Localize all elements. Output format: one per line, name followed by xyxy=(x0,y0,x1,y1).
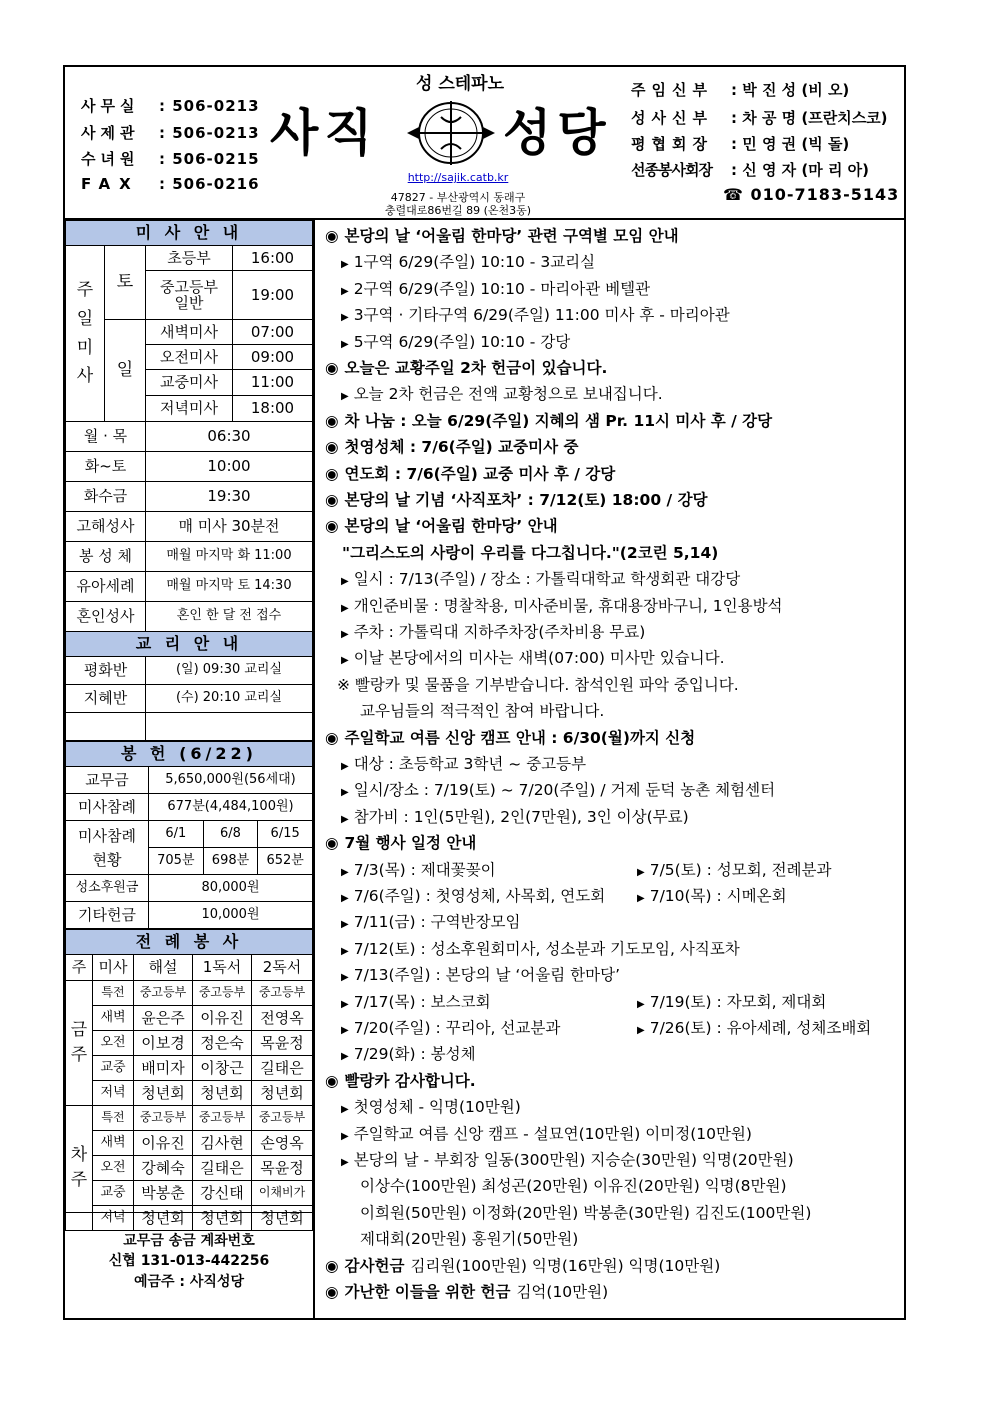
liturgy-mass: 특전 xyxy=(93,981,134,1006)
bullet-circle-icon: ◉ xyxy=(325,1071,339,1090)
notice-item-text: 7/6(주일) : 첫영성체, 사목회, 연도회 xyxy=(353,887,606,905)
notice-text: 이상수(100만원) 최성곤(20만원) 이유진(20만원) 익명(8만원) xyxy=(360,1177,787,1196)
bullet-circle-icon: ◉ xyxy=(325,411,339,430)
notice-item xyxy=(315,645,930,671)
office-phone-3: 수녀원 : 506-0215 xyxy=(81,150,260,168)
liturgy-reader-2: 손영옥 xyxy=(252,1131,313,1156)
liturgy-commentator: 중고등부 xyxy=(134,1106,193,1131)
liturgy-mass: 교중 xyxy=(93,1181,134,1206)
notice-item-text: 일시 : 7/13(주일) / 장소 : 가톨릭대학교 학생회관 대강당 xyxy=(353,570,741,589)
notice-heading xyxy=(315,408,914,434)
liturgy-reader-2: 이채비가 xyxy=(252,1181,313,1206)
office-phone-2: 사제관 : 506-0213 xyxy=(81,124,260,142)
arrow-right-icon: ▶ xyxy=(341,1025,349,1036)
notice-item-text: 일시/장소 : 7/19(토) ~ 7/20(주일) / 거제 둔덕 농촌 체험센터 xyxy=(353,781,776,800)
empty-cell xyxy=(146,713,313,741)
notice-item xyxy=(315,777,930,803)
arrow-right-icon: ▶ xyxy=(341,761,349,772)
notice-heading-detail: 김억(10만원) xyxy=(516,1283,609,1301)
notice-item-text: 7/3(목) : 제대꽃꽂이 xyxy=(353,860,496,879)
notice-heading xyxy=(315,434,914,460)
notice-item-text: 이날 본당에서의 미사는 새벽(07:00) 미사만 있습니다. xyxy=(353,649,725,668)
liturgy-mass: 저녁 xyxy=(93,1206,134,1231)
liturgy-reader-2: 중고등부 xyxy=(252,981,313,1006)
notice-item-second xyxy=(637,857,831,886)
notice-item-text: 7/10(목) : 시메온회 xyxy=(649,887,787,905)
liturgy-reader-2: 청년회 xyxy=(252,1081,313,1106)
liturgy-mass: 교중 xyxy=(93,1056,134,1081)
weekday-time: 10:00 xyxy=(146,452,313,482)
notice-item xyxy=(315,1015,930,1041)
arrow-right-icon: ▶ xyxy=(341,655,349,667)
notice-item-text: 7/17(목) : 보스코회 xyxy=(353,992,491,1011)
notice-text: 제대회(20만원) 홍원기(50만원) xyxy=(360,1230,579,1249)
notice-heading-text: 첫영성체 : 7/6(주일) 교중미사 중 xyxy=(344,438,579,457)
arrow-right-icon: ▶ xyxy=(341,998,349,1010)
mass-time: 09:00 xyxy=(233,345,313,370)
notice-item-text: 7/11(금) : 구역반장모임 xyxy=(353,913,521,932)
attendance-count: 698분 xyxy=(203,848,258,875)
offering-table xyxy=(65,741,313,929)
liturgy-reader-1: 이유진 xyxy=(193,1006,252,1031)
arrow-right-icon: ▶ xyxy=(341,312,349,324)
notice-heading xyxy=(315,1253,914,1279)
left-column xyxy=(65,220,315,1318)
mass-name: 중고등부 일반 xyxy=(146,271,233,320)
arrow-right-icon: ▶ xyxy=(341,787,349,799)
weekday-time: 19:30 xyxy=(146,482,313,512)
bullet-circle-icon: ◉ xyxy=(325,227,339,245)
offering-name: 기타헌금 xyxy=(66,902,149,929)
bullet-circle-icon: ◉ xyxy=(325,834,339,853)
staff-pastor: 주임신부 : 박 진 성 (비 오) xyxy=(631,81,850,99)
notice-text: 이희원(50만원) 이정화(20만원) 박봉춘(30만원) 김진도(100만원) xyxy=(360,1203,812,1222)
liturgy-reader-1: 길태은 xyxy=(193,1156,252,1181)
notice-item xyxy=(315,1041,930,1067)
staff-funeral-president: 선종봉사회장 : 신 영 자 (마 리 아) xyxy=(631,161,869,179)
liturgy-commentator: 중고등부 xyxy=(134,981,193,1006)
notice-heading xyxy=(315,487,914,513)
notice-heading-text: 가난한 이들을 위한 헌금 xyxy=(344,1283,511,1301)
notice-heading xyxy=(315,725,914,751)
doctrine-class: 지혜반 xyxy=(66,685,146,713)
account-number: 신협 131-013-442256 xyxy=(108,1253,270,1270)
mass-section-title: 미 사 안 내 xyxy=(66,221,313,246)
arrow-right-icon: ▶ xyxy=(637,893,645,904)
notice-item-text: 7/5(토) : 성모회, 전례분과 xyxy=(649,860,832,879)
notice-item-text: 주일학교 여름 신앙 캠프 - 설묘연(10만원) 이미정(10만원) xyxy=(353,1124,752,1143)
attendance-date: 6/15 xyxy=(258,821,313,848)
contact-phone: ☎ 010-7183-5143 xyxy=(723,185,900,204)
bullet-circle-icon: ◉ xyxy=(325,728,339,747)
notice-item xyxy=(315,1147,930,1173)
notice-item-text: 7/29(화) : 봉성체 xyxy=(353,1045,476,1064)
parish-name-left: 사직 xyxy=(270,104,379,162)
liturgy-header: 1독서 xyxy=(193,955,252,981)
notice-item-text: 대상 : 초등학교 3학년 ~ 중고등부 xyxy=(353,755,587,773)
weekday-name: 혼인성사 xyxy=(66,602,146,632)
address-line-1: 47827 - 부산광역시 동래구 xyxy=(390,191,526,204)
sunday-mass-label: 주 일 미 사 xyxy=(66,246,105,422)
notice-item xyxy=(315,1094,930,1120)
notice-item-second xyxy=(637,989,826,1018)
notice-heading-text: 연도회 : 7/6(주일) 교중 미사 후 / 강당 xyxy=(344,464,616,483)
doctrine-time: (수) 20:10 교리실 xyxy=(146,685,313,713)
mass-name: 새벽미사 xyxy=(146,320,233,345)
weekday-time: 06:30 xyxy=(146,422,313,452)
bullet-circle-icon: ◉ xyxy=(325,438,339,457)
arrow-right-icon: ▶ xyxy=(341,972,349,984)
notice-heading-text: 차 나눔 : 오늘 6/29(주일) 지혜의 샘 Pr. 11시 미사 후 / 강당 xyxy=(344,411,773,430)
weekday-name: 봉 성 체 xyxy=(66,542,146,572)
offering-value: 80,000원 xyxy=(149,875,313,902)
liturgy-reader-1: 청년회 xyxy=(193,1081,252,1106)
offering-name: 교무금 xyxy=(66,767,149,794)
notice-item-second xyxy=(637,1015,871,1044)
liturgy-header: 해설 xyxy=(134,955,193,981)
liturgy-reader-1: 청년회 xyxy=(193,1206,252,1231)
weekday-time: 매 미사 30분전 xyxy=(146,512,313,542)
notice-item xyxy=(315,1121,930,1147)
parish-logo-icon xyxy=(405,97,497,169)
notice-item xyxy=(315,936,930,962)
arrow-right-icon: ▶ xyxy=(341,945,349,957)
attendance-count: 705분 xyxy=(149,848,204,875)
notice-item-text: 7/13(주일) : 본당의 날 ‘어울림 한마당’ xyxy=(353,966,620,985)
address-line-2: 충렬대로86번길 89 (온천3동) xyxy=(384,204,532,217)
notice-heading-text: 본당의 날 ‘어울림 한마당’ 안내 xyxy=(344,517,558,536)
offering-value: 677분(4,484,100원) xyxy=(149,794,313,821)
notice-item xyxy=(315,989,930,1015)
mass-time: 19:00 xyxy=(233,271,313,320)
notice-text: ※ 빨랑카 및 물품을 기부받습니다. 참석인원 파악 중입니다. xyxy=(337,675,739,694)
liturgy-reader-2: 청년회 xyxy=(252,1206,313,1231)
notice-heading xyxy=(315,1068,914,1094)
notice-item xyxy=(315,804,930,830)
liturgy-reader-1: 김사현 xyxy=(193,1131,252,1156)
notice-item-text: 첫영성체 - 익명(10만원) xyxy=(353,1098,521,1117)
header xyxy=(65,67,904,220)
liturgy-reader-2: 전영옥 xyxy=(252,1006,313,1031)
mass-time: 07:00 xyxy=(233,320,313,345)
arrow-right-icon: ▶ xyxy=(341,602,349,614)
notice-heading-text: 오늘은 교황주일 2차 헌금이 있습니다. xyxy=(344,359,608,377)
sunday-label: 일 xyxy=(105,320,146,422)
arrow-right-icon: ▶ xyxy=(341,866,349,878)
notice-item-text: 개인준비물 : 명찰착용, 미사준비물, 휴대용장바구니, 1인용방석 xyxy=(353,596,783,615)
account-holder: 예금주 : 사직성당 xyxy=(133,1273,244,1290)
notice-item xyxy=(315,249,930,275)
offering-section-title: 봉 헌 (6/22) xyxy=(66,742,313,767)
notice-item-second xyxy=(637,883,787,912)
bullet-circle-icon: ◉ xyxy=(325,1283,339,1301)
notice-quote: "그리스도의 사랑이 우리를 다그칩니다."(2코린 5,14) xyxy=(342,543,719,562)
liturgy-header: 미사 xyxy=(93,955,134,981)
notice-item xyxy=(315,593,930,619)
next-week-label: 차 주 xyxy=(66,1106,93,1231)
liturgy-mass: 새벽 xyxy=(93,1131,134,1156)
liturgy-mass: 오전 xyxy=(93,1031,134,1056)
notice-item xyxy=(315,619,930,645)
notice-item xyxy=(315,276,930,302)
liturgy-reader-2: 목윤정 xyxy=(252,1031,313,1056)
notice-heading-text: 본당의 날 ‘어울림 한마당’ 관련 구역별 모임 안내 xyxy=(344,227,679,245)
attendance-label: 미사참례 현황 xyxy=(66,821,149,875)
notice-heading xyxy=(315,1279,914,1305)
arrow-right-icon: ▶ xyxy=(341,338,349,350)
notice-heading xyxy=(315,830,914,856)
mass-name: 교중미사 xyxy=(146,370,233,396)
weekday-name: 화수금 xyxy=(66,482,146,512)
arrow-right-icon: ▶ xyxy=(637,1025,645,1036)
notice-item-text: 참가비 : 1인(5만원), 2인(7만원), 3인 이상(무료) xyxy=(353,807,689,826)
notice-item-text: 7/20(주일) : 꾸리아, 선교분과 xyxy=(353,1019,561,1037)
notice-item xyxy=(315,381,930,407)
liturgy-reader-1: 중고등부 xyxy=(193,981,252,1006)
liturgy-commentator: 이유진 xyxy=(134,1131,193,1156)
office-phone-1: 사무실 : 506-0213 xyxy=(81,97,260,115)
account-title: 교무금 송금 계좌번호 xyxy=(123,1233,255,1249)
liturgy-header: 주 xyxy=(66,955,93,981)
notice-heading-text: 감사헌금 xyxy=(344,1256,405,1275)
liturgy-commentator: 윤은주 xyxy=(134,1006,193,1031)
empty-cell xyxy=(66,713,146,741)
arrow-right-icon: ▶ xyxy=(341,893,349,904)
liturgy-mass: 새벽 xyxy=(93,1006,134,1031)
notice-item-text: 2구역 6/29(주일) 10:10 - 마리아관 베텔관 xyxy=(353,279,651,298)
donation-account xyxy=(65,1212,313,1318)
notice-item-text: 3구역 · 기타구역 6/29(주일) 11:00 미사 후 - 마리아관 xyxy=(353,306,730,325)
liturgy-reader-2: 목윤정 xyxy=(252,1156,313,1181)
notice-item-text: 7/26(토) : 유아세례, 성체조배회 xyxy=(649,1019,872,1037)
liturgy-reader-2: 길태은 xyxy=(252,1056,313,1081)
weekday-time: 매월 마지막 토 14:30 xyxy=(146,572,313,602)
arrow-right-icon: ▶ xyxy=(341,285,349,297)
offering-name: 성소후원금 xyxy=(66,875,149,902)
attendance-date: 6/1 xyxy=(149,821,204,848)
liturgy-reader-1: 중고등부 xyxy=(193,1106,252,1131)
arrow-right-icon: ▶ xyxy=(341,1051,349,1063)
doctrine-section-title: 교 리 안 내 xyxy=(66,632,313,657)
bulletin-page xyxy=(63,65,906,1320)
weekday-time: 혼인 한 달 전 접수 xyxy=(146,602,313,632)
attendance-count: 652분 xyxy=(258,848,313,875)
bullet-circle-icon: ◉ xyxy=(325,491,339,509)
liturgy-mass: 오전 xyxy=(93,1156,134,1181)
bullet-circle-icon: ◉ xyxy=(325,464,339,483)
offering-name: 미사참례 xyxy=(66,794,149,821)
mass-name: 초등부 xyxy=(146,246,233,271)
notice-heading-text: 7월 행사 일정 안내 xyxy=(344,834,477,853)
notice-item-text: 주차 : 가톨릭대 지하주차장(주차비용 무료) xyxy=(353,623,646,641)
notice-heading xyxy=(315,355,914,381)
bullet-circle-icon: ◉ xyxy=(325,517,339,536)
notice-item xyxy=(315,329,930,355)
liturgy-reader-2: 중고등부 xyxy=(252,1106,313,1131)
arrow-right-icon: ▶ xyxy=(341,1157,349,1168)
notice-item xyxy=(315,883,930,909)
liturgy-commentator: 배미자 xyxy=(134,1056,193,1081)
weekday-name: 유아세례 xyxy=(66,572,146,602)
notice-heading xyxy=(315,461,914,487)
notice-heading-text: 주일학교 여름 신앙 캠프 안내 : 6/30(월)까지 신청 xyxy=(344,728,696,747)
offering-value: 10,000원 xyxy=(149,902,313,929)
mass-time: 11:00 xyxy=(233,370,313,396)
weekday-name: 고해성사 xyxy=(66,512,146,542)
notice-text: 교우님들의 적극적인 참여 바랍니다. xyxy=(360,702,605,721)
notice-item xyxy=(315,566,930,592)
staff-council-president: 평협회장 : 민 영 권 (빅 돌) xyxy=(631,135,850,153)
arrow-right-icon: ▶ xyxy=(341,919,349,931)
notice-heading xyxy=(315,223,914,249)
arrow-right-icon: ▶ xyxy=(341,391,349,403)
doctrine-class: 평화반 xyxy=(66,657,146,685)
saturday-label: 토 xyxy=(105,246,146,320)
liturgy-table xyxy=(65,929,313,1231)
weekday-name: 화~토 xyxy=(66,452,146,482)
liturgy-mass: 특전 xyxy=(93,1106,134,1131)
bullet-circle-icon: ◉ xyxy=(325,359,339,377)
bullet-circle-icon: ◉ xyxy=(325,1256,339,1275)
notice-heading-text: 본당의 날 기념 ‘사직포차’ : 7/12(토) 18:00 / 강당 xyxy=(344,491,708,509)
arrow-right-icon: ▶ xyxy=(341,629,349,640)
parish-patron: 성 스테파노 xyxy=(415,74,505,94)
arrow-right-icon: ▶ xyxy=(341,813,349,825)
office-fax: FAX : 506-0216 xyxy=(81,175,260,193)
notice-item-text: 5구역 6/29(주일) 10:10 - 강당 xyxy=(353,332,571,351)
notice-heading-text: 빨랑카 감사합니다. xyxy=(344,1071,476,1090)
mass-name: 저녁미사 xyxy=(146,396,233,422)
mass-time: 16:00 xyxy=(233,246,313,271)
staff-assistant-priest: 성사신부 : 차 공 명 (프란치스코) xyxy=(631,109,888,127)
offering-value: 5,650,000원(56세대) xyxy=(149,767,313,794)
liturgy-commentator: 이보경 xyxy=(134,1031,193,1056)
liturgy-reader-1: 강신태 xyxy=(193,1181,252,1206)
weekday-time: 매월 마지막 화 11:00 xyxy=(146,542,313,572)
liturgy-section-title: 전 례 봉 사 xyxy=(66,930,313,955)
notice-item-text: 7/19(토) : 자모회, 제대회 xyxy=(649,992,827,1011)
mass-name: 오전미사 xyxy=(146,345,233,370)
mass-schedule-table xyxy=(65,220,313,741)
notice-heading-detail: 김리원(100만원) 익명(16만원) 익명(10만원) xyxy=(410,1256,721,1275)
mass-time: 18:00 xyxy=(233,396,313,422)
attendance-date: 6/8 xyxy=(203,821,258,848)
parish-name-right: 성당 xyxy=(503,104,612,162)
notice-item xyxy=(315,302,930,328)
liturgy-mass: 저녁 xyxy=(93,1081,134,1106)
this-week-label: 금 주 xyxy=(66,981,93,1106)
notice-item xyxy=(315,909,930,935)
notice-item xyxy=(315,962,930,988)
weekday-name: 월 · 목 xyxy=(66,422,146,452)
liturgy-commentator: 강혜숙 xyxy=(134,1156,193,1181)
liturgy-header: 2독서 xyxy=(252,955,313,981)
arrow-right-icon: ▶ xyxy=(637,866,645,878)
liturgy-reader-1: 정은숙 xyxy=(193,1031,252,1056)
arrow-right-icon: ▶ xyxy=(341,1104,349,1116)
liturgy-reader-1: 이창근 xyxy=(193,1056,252,1081)
notice-item-text: 본당의 날 - 부회장 일동(300만원) 지승순(30만원) 익명(20만원) xyxy=(353,1151,794,1169)
doctrine-time: (일) 09:30 교리실 xyxy=(146,657,313,685)
liturgy-commentator: 청년회 xyxy=(134,1081,193,1106)
arrow-right-icon: ▶ xyxy=(341,259,349,271)
notice-item-text: 1구역 6/29(주일) 10:10 - 3교리실 xyxy=(353,253,596,272)
notice-item-text: 7/12(토) : 성소후원회미사, 성소분과 기도모임, 사직포차 xyxy=(353,939,740,958)
arrow-right-icon: ▶ xyxy=(341,1130,349,1142)
liturgy-commentator: 청년회 xyxy=(134,1206,193,1231)
arrow-right-icon: ▶ xyxy=(341,576,349,588)
liturgy-commentator: 박봉춘 xyxy=(134,1181,193,1206)
notice-item xyxy=(315,751,930,777)
notice-item xyxy=(315,857,930,883)
notice-item-text: 오늘 2차 헌금은 전액 교황청으로 보내집니다. xyxy=(353,385,663,404)
arrow-right-icon: ▶ xyxy=(637,998,645,1010)
parish-url-link[interactable]: http://sajik.catb.kr xyxy=(407,171,509,184)
notice-heading xyxy=(315,513,914,539)
